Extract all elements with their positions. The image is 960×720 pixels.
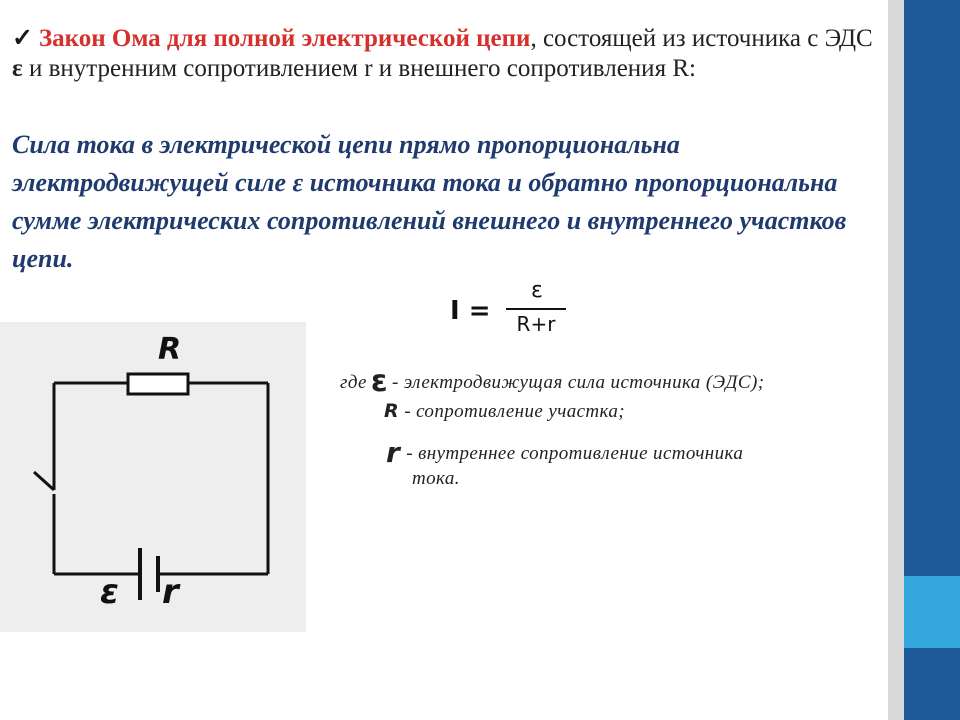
definition-emf-symbol: ε: [370, 364, 388, 399]
definition-R-text: - сопротивление участка;: [404, 401, 625, 422]
emf-label: ε: [100, 572, 119, 612]
heading-r-symbol: r: [364, 55, 373, 82]
formula-numerator: ε: [531, 278, 543, 303]
definition-r: [386, 436, 743, 469]
internal-resistance-label: r: [162, 572, 179, 612]
definitions-prefix: где: [340, 372, 367, 393]
formula-denominator: R+r: [516, 312, 556, 336]
side-bar-segment-bottom: [904, 648, 960, 720]
formula-lhs: I =: [450, 296, 491, 326]
resistor-label: R: [158, 332, 182, 367]
side-bar-segment-top: [904, 0, 960, 576]
definition-R-symbol: R: [384, 400, 400, 422]
definition-emf: [340, 364, 764, 399]
circuit-diagram: [0, 322, 306, 632]
decorative-side-bar: [888, 0, 960, 720]
switch-lever: [34, 472, 54, 490]
definition-r-symbol: r: [386, 436, 401, 469]
resistor-symbol: [128, 374, 188, 394]
slide-heading: [12, 24, 882, 84]
definition-r-continuation: тока.: [412, 468, 460, 489]
law-statement: Сила тока в электрической цепи прямо пропорциональна электродвижущей силе ε источника тока и обратно пропорциональна сумме электрических сопротивлений внешнего и внутреннего участков цепи.: [12, 130, 847, 273]
definition-emf-text: - электродвижущая сила источника (ЭДС);: [392, 372, 765, 393]
definition-r-text: - внутреннее сопротивление источника: [406, 443, 744, 464]
heading-emf-symbol: ε: [12, 55, 23, 82]
side-bar-segment-accent: [904, 576, 960, 648]
heading-text-a: , состоящей из источника с ЭДС: [530, 25, 873, 52]
circuit-wiring: [0, 322, 306, 632]
heading-text-b: и внутренним сопротивлением: [28, 55, 358, 82]
formula-fraction-line: [506, 308, 566, 310]
heading-text-c: и внешнего сопротивления R:: [378, 55, 696, 82]
law-title: Закон Ома для полной электрической цепи: [38, 25, 531, 52]
definition-R: [384, 400, 625, 423]
checkmark-icon: ✓: [12, 25, 33, 52]
